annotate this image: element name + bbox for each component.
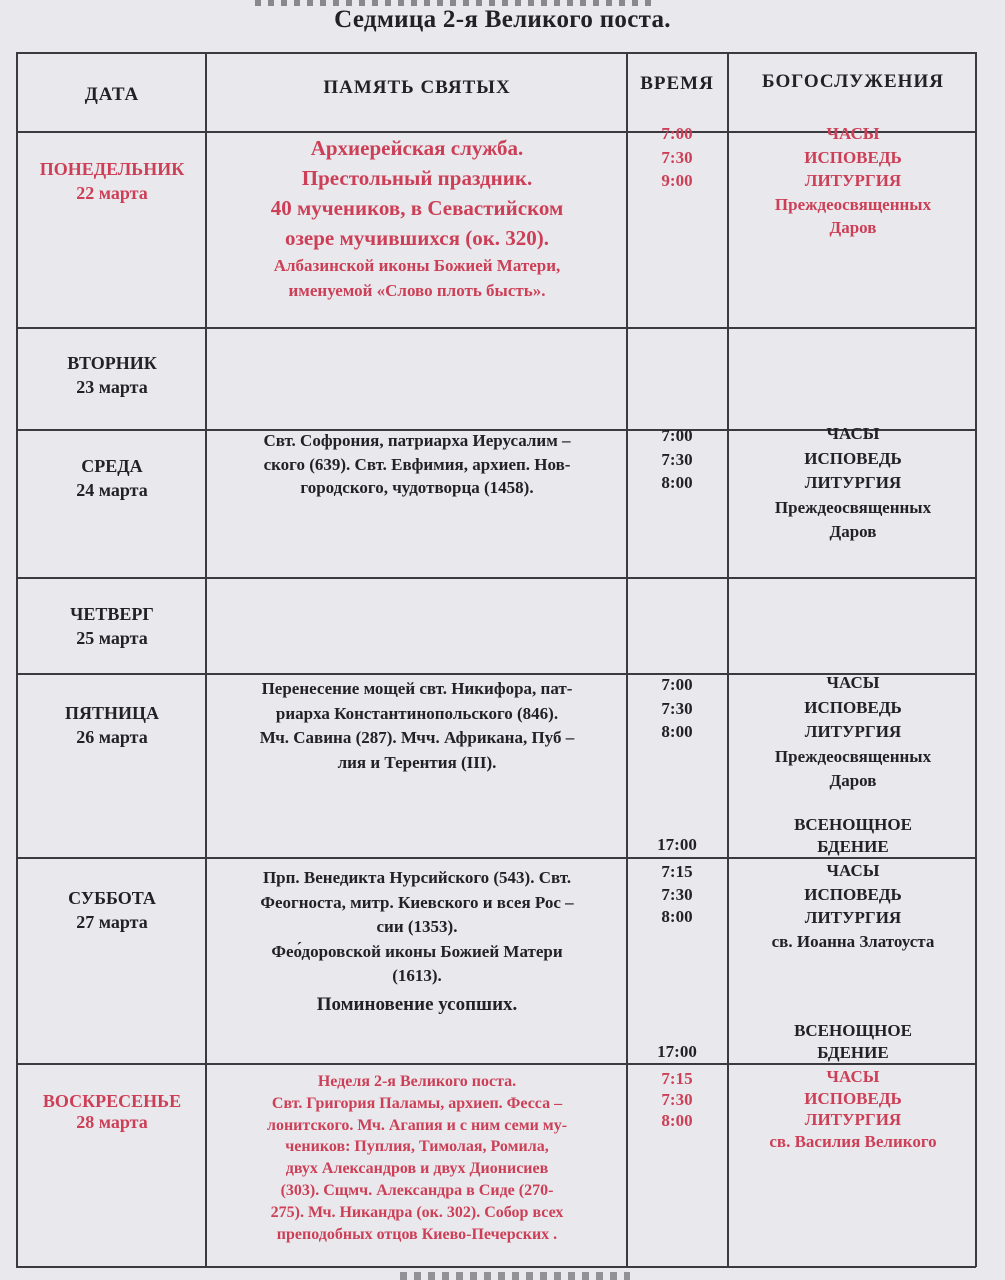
service-name: Преждеосвященных <box>774 194 932 214</box>
memory-line: Мч. Савина (287). Мчч. Африкана, Пуб – <box>259 728 575 747</box>
service-time: 7:30 <box>661 1090 693 1109</box>
service-name: ЛИТУРГИЯ <box>804 908 902 927</box>
time-cell <box>628 673 726 744</box>
day-date: 22 марта <box>76 182 148 203</box>
service-name: ЧАСЫ <box>826 124 880 143</box>
header-memory: ПАМЯТЬ СВЯТЫХ <box>323 77 511 98</box>
memory-cell <box>208 677 626 775</box>
service-time: 8:00 <box>661 722 693 741</box>
memory-line: риарха Константинопольского (846). <box>275 703 559 723</box>
table-border-bottom <box>16 1266 976 1268</box>
memorial-note: Поминовение усопших. <box>316 993 518 1015</box>
service-time: 7:30 <box>661 147 693 167</box>
service-name: ЧАСЫ <box>826 1067 880 1086</box>
memory-line: Свт. Софрония, патриарха Иерусалим – <box>263 431 571 450</box>
service-name: Даров <box>829 522 877 541</box>
date-cell <box>18 887 206 934</box>
service-time: 7:30 <box>661 449 693 469</box>
day-date: 23 марта <box>76 376 148 397</box>
services-cell <box>730 859 976 953</box>
date-cell <box>18 702 206 749</box>
memory-line: Перенесение мощей свт. Никифора, пат- <box>261 679 573 698</box>
time-cell <box>628 424 726 495</box>
table-border-top <box>16 52 976 54</box>
service-name: св. Иоанна Златоуста <box>771 931 935 951</box>
service-name: ЧАСЫ <box>826 424 880 443</box>
memory-line: Прп. Венедикта Нурсийского (543). Свт. <box>262 868 572 887</box>
service-name: ЛИТУРГИЯ <box>804 722 902 741</box>
evening-time: 17:00 <box>657 835 697 854</box>
memory-line: сии (1353). <box>376 917 458 936</box>
memory-line: чеников: Пуплия, Тимолая, Ромила, <box>285 1138 549 1156</box>
cropped-footer-trace <box>400 1272 630 1280</box>
service-name: ИСПОВЕДЬ <box>804 884 902 904</box>
date-cell <box>18 455 206 502</box>
service-name: Даров <box>829 218 877 237</box>
memory-line: Архиерейская служба. <box>310 136 524 160</box>
service-name: ЧАСЫ <box>826 673 880 692</box>
time-cell <box>628 122 726 193</box>
service-name: ВСЕНОЩНОЕ <box>794 1021 912 1040</box>
service-time: 7:30 <box>661 698 693 718</box>
column-divider <box>205 52 207 1267</box>
memory-line: Феогноста, митр. Киевского и всея Рос – <box>260 892 574 912</box>
memory-line: городского, чудотворца (1458). <box>300 478 534 497</box>
service-time: 7:00 <box>661 426 693 445</box>
service-time: 7:15 <box>661 1069 693 1088</box>
row-divider <box>16 577 976 579</box>
service-time: 7:15 <box>661 862 693 881</box>
service-name: ИСПОВЕДЬ <box>804 448 902 468</box>
weekday: СУББОТА <box>68 888 156 908</box>
date-cell <box>18 158 206 205</box>
memory-line: (303). Сщмч. Александра в Сиде (270- <box>280 1181 554 1199</box>
services-cell <box>730 671 976 794</box>
memory-line: Престольный праздник. <box>301 166 533 190</box>
service-name: ВСЕНОЩНОЕ <box>794 815 912 834</box>
header-time: ВРЕМЯ <box>640 73 714 94</box>
column-divider <box>16 52 18 1267</box>
memory-line: 40 мучеников, в Севастийском <box>270 196 564 220</box>
service-name: Даров <box>829 771 877 790</box>
service-name: ЧАСЫ <box>826 861 880 880</box>
weekday: ВТОРНИК <box>67 353 157 373</box>
memory-line: преподобных отцов Киево-Печерских . <box>276 1225 558 1243</box>
service-name: ЛИТУРГИЯ <box>804 473 902 492</box>
header-date: ДАТА <box>84 84 140 105</box>
memory-line: (1613). <box>392 966 442 985</box>
column-divider <box>727 52 729 1267</box>
memory-line: Фео́доровской иконы Божией Матери <box>271 941 563 961</box>
memory-cell <box>208 429 626 500</box>
page-title: Седмица 2-я Великого поста. <box>334 6 671 33</box>
evening-time: 17:00 <box>657 1042 697 1061</box>
service-name: ИСПОВЕДЬ <box>804 1088 902 1108</box>
memory-line: озере мучившихся (ок. 320). <box>284 226 550 250</box>
memory-line: 275). Мч. Никандра (ок. 302). Собор всех <box>270 1203 564 1221</box>
day-date: 24 марта <box>76 479 148 500</box>
service-time: 9:00 <box>661 171 693 190</box>
service-name: БДЕНИЕ <box>817 1043 889 1062</box>
memory-line: Свт. Григория Паламы, архиеп. Фесса – <box>271 1094 563 1112</box>
row-divider <box>16 327 976 329</box>
time-cell <box>628 861 726 929</box>
day-date: 28 марта <box>76 1112 148 1132</box>
memory-line: двух Александров и двух Дионисиев <box>285 1160 549 1178</box>
weekday: ВОСКРЕСЕНЬЕ <box>42 1091 182 1111</box>
weekday: СРЕДА <box>81 456 143 476</box>
service-name: ИСПОВЕДЬ <box>804 697 902 717</box>
service-name: ЛИТУРГИЯ <box>804 1110 902 1129</box>
service-time: 8:00 <box>661 1111 693 1130</box>
service-time: 7:00 <box>661 675 693 694</box>
service-name: ЛИТУРГИЯ <box>804 171 902 190</box>
service-time: 8:00 <box>661 473 693 492</box>
date-cell <box>18 603 206 650</box>
memory-line: Неделя 2-я Великого поста. <box>317 1073 517 1090</box>
service-time: 8:00 <box>661 907 693 926</box>
weekday: ПЯТНИЦА <box>64 703 159 723</box>
service-name: ИСПОВЕДЬ <box>804 147 902 167</box>
day-date: 25 марта <box>76 627 148 648</box>
services-cell <box>730 122 976 240</box>
date-cell <box>18 1091 206 1133</box>
service-time: 7:00 <box>661 124 693 143</box>
services-cell <box>730 1066 976 1152</box>
service-name: св. Василия Великого <box>769 1131 937 1151</box>
service-name: Преждеосвященных <box>774 746 932 766</box>
memory-cell <box>208 133 626 303</box>
service-name: Преждеосвященных <box>774 497 932 517</box>
memory-line: именуемой «Слово плоть бысть». <box>288 281 546 300</box>
header-services: БОГОСЛУЖЕНИЯ <box>762 71 944 92</box>
weekday: ЧЕТВЕРГ <box>70 604 154 624</box>
services-cell <box>730 422 976 545</box>
memory-line: ского (639). Свт. Евфимия, архиеп. Нов- <box>263 454 571 474</box>
evening-service-cell <box>730 814 976 858</box>
memory-line: лонитского. Мч. Агапия и с ним семи му- <box>266 1116 568 1134</box>
memory-line: Албазинской иконы Божией Матери, <box>273 256 561 275</box>
memory-cell <box>208 866 626 1017</box>
service-name: БДЕНИЕ <box>817 837 889 856</box>
time-cell <box>628 1068 726 1131</box>
day-date: 26 марта <box>76 726 148 747</box>
memory-line: лия и Терентия (III). <box>337 752 497 772</box>
evening-service-cell <box>730 1020 976 1064</box>
day-date: 27 марта <box>76 911 148 932</box>
date-cell <box>18 352 206 399</box>
memory-cell <box>208 1071 626 1245</box>
weekday: ПОНЕДЕЛЬНИК <box>39 159 185 179</box>
service-time: 7:30 <box>661 884 693 904</box>
